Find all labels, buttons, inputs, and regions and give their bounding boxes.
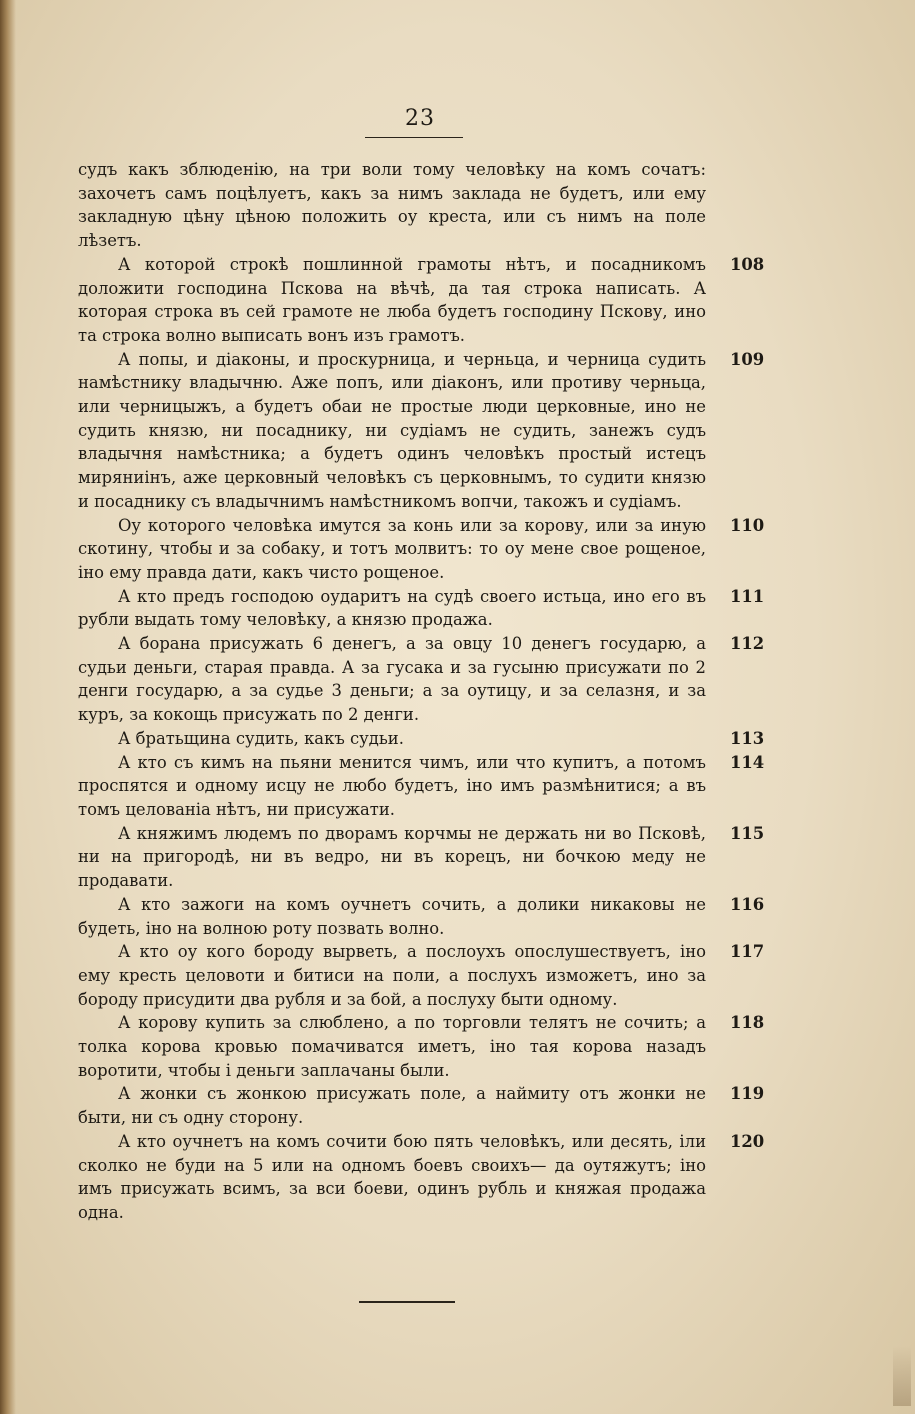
article-number: 120 — [730, 1131, 765, 1151]
paragraph-text: А княжимъ людемъ по дворамъ корчмы не держать ни во Псковѣ, ни на пригородѣ, ни въ ведро, ни въ корецъ, ни бочкою меду не продавати. — [78, 823, 706, 891]
paragraph-text: А жонки съ жонкою присужать поле, а наймиту отъ жонки не быти, ни съ одну сторону. — [78, 1084, 706, 1128]
article-120 — [78, 1130, 765, 1225]
paragraph-text: А кто оучнетъ на комъ сочити бою пять человѣкъ, или десять, іли сколко не буди на 5 или на одномъ боевъ своихъ— да оутяжутъ; іно имъ присужать всимъ, за вси боеви, одинъ рубль и княжая продажа одна. — [78, 1131, 706, 1222]
article-113 — [78, 727, 765, 751]
page-corner-shadow — [893, 1346, 911, 1406]
article-115 — [78, 822, 765, 893]
paragraph-text: А которой строкѣ пошлинной грамоты нѣтъ, и посадникомъ доложити господина Пскова на вѣчѣ, да тая строка написать. А которая строка въ сей грамоте не люба будетъ господину Пскову, ино та строка волно выписать вонъ изъ грамотъ. — [78, 254, 706, 345]
article-number: 111 — [730, 586, 765, 606]
paragraph-text: судъ какъ зблюденію, на три воли тому человѣку на комъ сочатъ: захочетъ самъ поцѣлуетъ, какъ за нимъ заклада не будетъ, или ему закладную цѣну цѣною положить оу креста, или съ нимъ на поле лѣзетъ. — [78, 160, 706, 251]
article-117 — [78, 940, 765, 1011]
article-111 — [78, 585, 765, 632]
article-number: 108 — [730, 254, 765, 274]
paragraph-text: А кто зажоги на комъ оучнетъ сочить, а долики никаковы не будеть, іно на волною роту позвать волно. — [78, 894, 706, 938]
article-116 — [78, 893, 765, 940]
header-rule — [365, 137, 463, 138]
page-number: 23 — [405, 106, 435, 131]
article-number: 112 — [730, 634, 765, 654]
article-110 — [78, 514, 765, 585]
article-number: 119 — [730, 1084, 765, 1104]
article-number: 116 — [730, 894, 765, 914]
article-112 — [78, 632, 765, 727]
article-118 — [78, 1011, 765, 1082]
text-block — [78, 158, 765, 1225]
article-number: 109 — [730, 349, 765, 369]
article-109 — [78, 348, 765, 514]
article-number: 110 — [730, 515, 765, 535]
article-number: 113 — [730, 728, 765, 748]
article-119 — [78, 1082, 765, 1129]
paragraph-text: А кто предъ господою оударитъ на судѣ своего истьца, ино его въ рубли выдать тому человѣку, а князю продажа. — [78, 586, 706, 630]
paragraph-text: А борана присужать 6 денегъ, а за овцу 10 денегъ государю, а судьи деньги, старая правда. А за гусака и за гусыню присужати по 2 денги государю, а за судье 3 деньги; а за оутицу, и за селазня, и за куръ, за кокощь присужать по 2 денги. — [78, 634, 706, 725]
paragraph-text: А братьщина судить, какъ судьи. — [118, 728, 404, 748]
paragraph-text: А попы, и діаконы, и проскурница, и черньца, и черница судить намѣстнику владычню. Аже попъ, или діаконъ, или противу черньца, или черницыжъ, а будетъ обаи не простые люди церковные, ино не судить князю, ни посаднику, ни судіамъ не судить, занежъ судъ владычня намѣстника; а будетъ одинъ человѣкъ простый истецъ миряниінъ, аже церковный человѣкъ съ церковнымъ, то судити князю и посаднику съ владычнимъ намѣстникомъ вопчи, такожъ и судіамъ. — [78, 349, 706, 511]
paragraph-continuation — [78, 158, 706, 253]
book-spine-shadow — [0, 0, 16, 1414]
paragraph-text: А кто съ кимъ на пьяни менится чимъ, или что купитъ, а потомъ проспятся и одному исцу не любо будетъ, іно имъ размѣнитися; а въ томъ целованіа нѣтъ, ни присужати. — [78, 752, 706, 819]
article-number: 117 — [730, 942, 765, 962]
footer-rule — [359, 1301, 455, 1303]
article-114 — [78, 751, 765, 822]
paragraph-text: А корову купить за слюблено, а по торговли телятъ не сочить; а толка корова кровью помачиватся иметъ, іно тая корова назадъ воротити, чтобы і деньги заплачаны были. — [78, 1013, 706, 1080]
article-number: 115 — [730, 823, 765, 843]
article-108 — [78, 253, 765, 348]
paragraph-text: А кто оу кого бороду вырветь, а послоухъ опослушествуетъ, іно ему кресть целовоти и битиси на поли, а послухъ изможетъ, ино за бороду присудити два рубля и за бой, а послуху быти одному. — [78, 942, 706, 1009]
paragraph-text: Оу которого человѣка имутся за конь или за корову, или за иную скотину, чтобы и за собаку, и тотъ молвитъ: то оу мене свое рощеное, іно ему правда дати, какъ чисто рощеное. — [78, 515, 706, 582]
article-number: 118 — [730, 1013, 765, 1033]
article-number: 114 — [730, 752, 765, 772]
